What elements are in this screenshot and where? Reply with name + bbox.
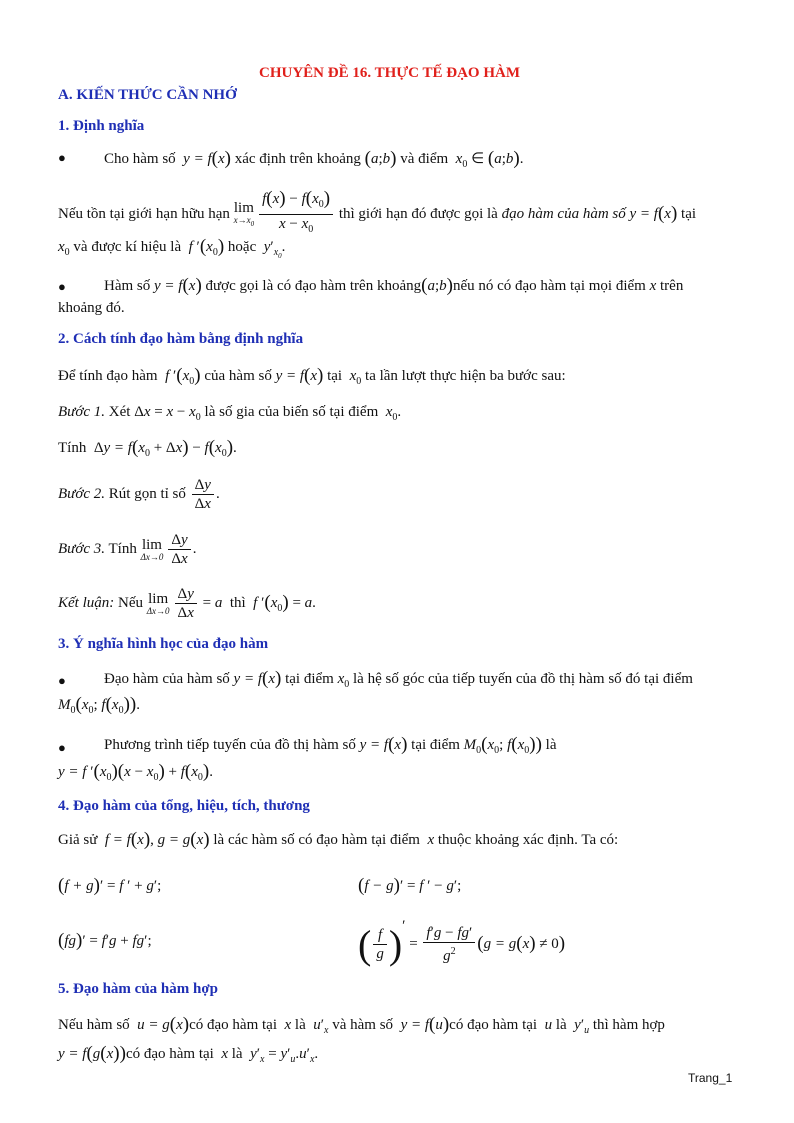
s2-delta-y: Tính $\Delta y = f(x_0 + \Delta x) - f(x_0)$.	[58, 437, 237, 459]
s5-line-2: y = f(g(x))có đạo hàm tại x là $y'_x = y'_u.u'_x$.	[58, 1043, 319, 1065]
s3-bullet-1	[58, 673, 66, 690]
s3-bullet-2-text: Phương trình tiếp tuyến của đồ thị hàm số y = f(x) tại điểm $M_0(x_0$; $f(x_0)$) là	[104, 734, 557, 756]
s1-notation-line: $x_0$ và được kí hiệu là f $'(x_0)$ hoặc $y'_{x_0}$.	[58, 236, 286, 260]
section-a-heading: A. KIẾN THỨC CẦN NHỚ	[58, 87, 237, 103]
s4-rule-sum: (f + g)′ = f ′ + g′;	[58, 875, 162, 896]
s2-step-2: Bước 2. Rút gọn tỉ số $\frac{\Delta y}{\Delta x}$ .	[58, 477, 220, 512]
bullet-icon: ●	[58, 279, 66, 294]
bullet-icon: ●	[58, 150, 66, 165]
s1-bullet-2-text: Hàm số y = f(x) được gọi là có đạo hàm trên khoảng(a;b)nếu nó có đạo hàm tại mọi điểm x trên	[104, 275, 684, 296]
section-2-heading: 2. Cách tính đạo hàm bằng định nghĩa	[58, 331, 304, 347]
bullet-icon: ●	[58, 740, 66, 755]
s3-bullet-2	[58, 740, 66, 757]
section-3-heading: 3. Ý nghĩa hình học của đạo hàm	[58, 636, 269, 652]
s2-step-3: Bước 3. Tính lim Δx→0 $\frac{\Delta y}{\Delta x}$ .	[58, 532, 197, 567]
s1-bullet-1-text: Cho hàm số y = f(x) xác định trên khoảng (a;b) và điểm $x_0$ ∈ (a;b).	[104, 148, 524, 170]
s2-intro: Để tính đạo hàm f $'(x_0)$ của hàm số y = f(x) tại $x_0$ ta lần lượt thực hiện ba bước sau:	[58, 365, 566, 387]
page-number: Trang_1	[688, 1071, 733, 1085]
bullet-icon: ●	[58, 673, 66, 688]
s4-intro: Giả sử f = f(x), g = g(x) là các hàm số có đạo hàm tại điểm x thuộc khoảng xác định. Ta có:	[58, 829, 619, 850]
page-title: CHUYÊN ĐỀ 16. THỰC TẾ ĐẠO HÀM	[259, 65, 520, 81]
s2-step-1: Bước 1. Xét $\Delta x = x - x_0$ là số gia của biến số tại điểm $x_0$.	[58, 404, 402, 423]
section-5-heading: 5. Đạo hàm của hàm hợp	[58, 981, 218, 997]
section-4-heading: 4. Đạo hàm của tổng, hiệu, tích, thương	[58, 798, 310, 814]
s3-point-m0: $M_0(x_0$; $f(x_0)$).	[58, 694, 140, 716]
s4-rule-quotient: ( $\frac{f}{g}$ )′ = $\frac{f'g - fg'}{g^2}$ (g = g(x) ≠ 0)	[358, 918, 566, 968]
s4-rule-product: (fg)′ = f′g + fg′;	[58, 930, 152, 951]
s5-line-1: Nếu hàm số u = g(x)có đạo hàm tại x là $u'_x$ và hàm số y = f(u)có đạo hàm tại u là $y'_u$ thì hàm hợp	[58, 1014, 665, 1036]
s3-bullet-1-text: Đạo hàm của hàm số y = f(x) tại điểm $x_0$ là hệ số góc của tiếp tuyến của đồ thị hàm số đó tại điểm	[104, 668, 693, 690]
s3-tangent-equation: y = f $'(x_0)(x - x_0) + f(x_0)$.	[58, 761, 213, 783]
s1-bullet-1	[58, 150, 66, 167]
s1-bullet-2-cont: khoảng đó.	[58, 300, 125, 316]
s1-definition-line: Nếu tồn tại giới hạn hữu hạn lim $x\to x_0$ $\frac{f(x) - f(x_0)}{x - x_0}$ thì giới hạn đó được gọi là đạo hàm của hàm số y = f(x) tại	[58, 188, 697, 235]
section-1-heading: 1. Định nghĩa	[58, 118, 145, 134]
s2-conclusion: Kết luận: Nếu lim Δx→0 $\frac{\Delta y}{\Delta x}$ = a thì f $'(x_0) = a$.	[58, 586, 316, 621]
s1-bullet-2	[58, 279, 66, 296]
s4-rule-difference: (f − g)′ = f ′ − g′;	[358, 875, 462, 896]
